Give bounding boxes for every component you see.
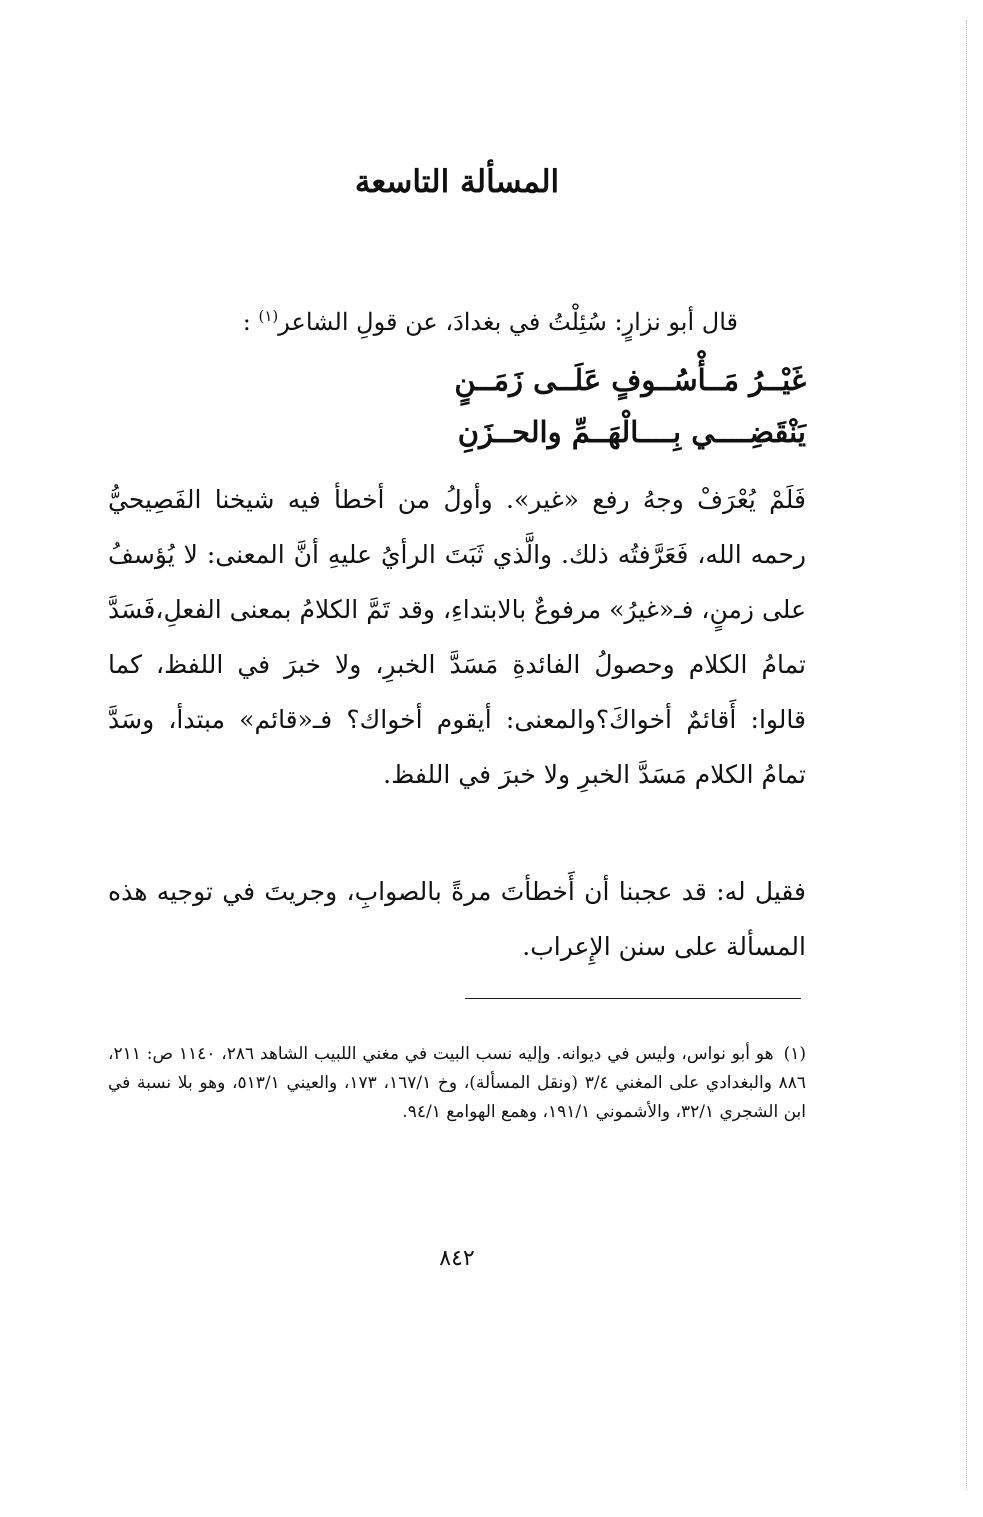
intro-tail: : <box>242 308 259 336</box>
page-number: ٨٤٢ <box>439 1246 475 1271</box>
footnote <box>108 1040 806 1127</box>
verse-line-1: غَيْــرُ مَــأْسُــوفٍ عَلَــى زَمَــنٍ <box>454 363 806 397</box>
footnote-divider <box>465 998 801 999</box>
intro-line <box>108 296 806 342</box>
footnote-text: هو أبو نواس، وليس في ديوانه. وإليه نسب البيت في مغني اللبيب الشاهد ٢٨٦، ١١٤٠ ص: ٢١١، ٨٨٦ والبغدادي على المغني ٣/٤ (ونقل المسألة)، وخ ١٦٧/١، ١٧٣، والعيني ٥١٣/١، وهو بلا نسبة في ابن الشجري ٣٢/١، والأشموني ١٩١/١، وهمع الهوامع ٩٤/١. <box>108 1044 806 1122</box>
page-title: المسألة التاسعة <box>354 164 560 200</box>
footnote-marker: (١) <box>783 1044 806 1064</box>
scan-edge-line <box>966 20 967 1490</box>
verse-line-2: يَنْقَضِــــي بِــــالْهَــمِّ والحــزَنِ <box>457 415 806 449</box>
intro-text: قال أبو نزارٍ: سُئِلْتُ في بغدادَ، عن قولِ الشاعر <box>278 308 738 336</box>
body-paragraph-1: فَلَمْ يُعْرَفْ وجهُ رفع «غير». وأولُ من أخطأ فيه شيخنا الفَصِيحيُّ رحمه الله، فَعَرَّفتُه ذلك. والَّذي ثَبَتَ الرأيُ عليهِ أنَّ المعنى: لا يُؤسفُ على زمنٍ، فـ«غيرُ» مرفوعٌ بالابتداءِ، وقد تَمَّ الكلامُ بمعنى الفعلِ،فَسَدَّ تمامُ الكلام وحصولُ الفائدةِ مَسَدَّ الخبرِ، ولا خبرَ في اللفظ، كما قالوا: أَقائمٌ أخواكَ؟والمعنى: أيقوم أخواك؟ فـ«قائم» مبتدأ، وسَدَّ تمامُ الكلام مَسَدَّ الخبرِ ولا خبرَ في اللفظ. <box>108 485 806 789</box>
footnote-reference: (١) <box>258 307 279 325</box>
body-paragraph-2: فقيل له: قد عجبنا أن أَخطأتَ مرةً بالصوابِ، وجريتَ في توجيه هذه المسألة على سنن الإِعراب. <box>108 877 806 961</box>
